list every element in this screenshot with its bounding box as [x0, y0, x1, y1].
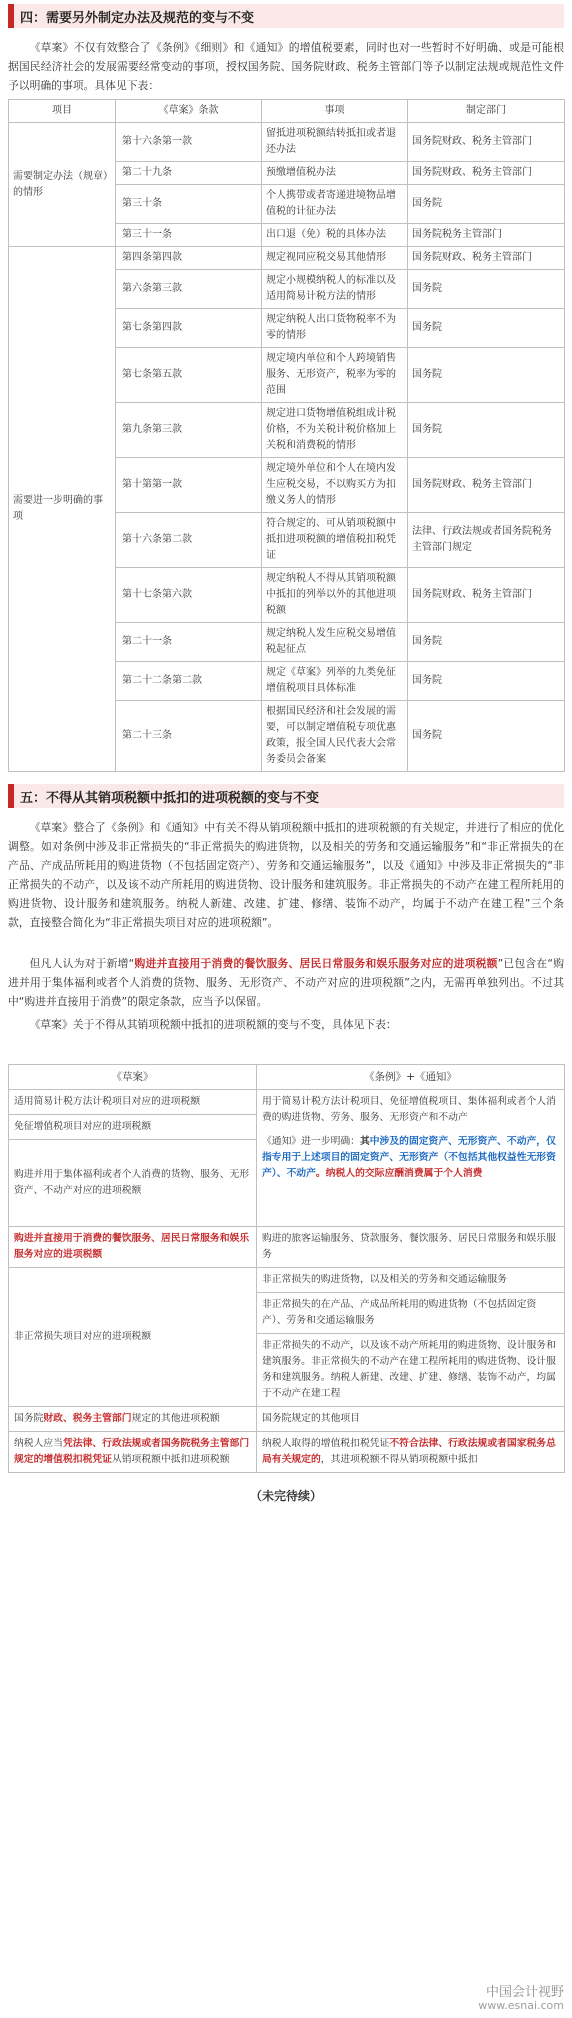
matter-cell: 规定纳税人不得从其销项税额中抵扣的列举以外的其他进项税额 [262, 568, 408, 623]
para2-before: 但凡人认为对于新增“ [29, 957, 135, 970]
dept-cell: 国务院 [408, 309, 565, 348]
article-cell: 第十六条第一款 [116, 123, 262, 162]
matter-cell: 留抵进项税额结转抵扣或者退还办法 [262, 123, 408, 162]
section5-title: 五：不得从其销项税额中抵扣的进项税额的变与不变 [20, 790, 320, 806]
table-row [9, 123, 565, 162]
article-cell: 第四条第四款 [116, 247, 262, 270]
article-cell: 第三十一条 [116, 224, 262, 247]
table-row [9, 1407, 565, 1432]
draft-cell: 非正常损失项目对应的进项税额 [9, 1268, 257, 1407]
notice-bold: 其 [359, 1136, 370, 1147]
r7r-red: 不符合法律、行政法规或者国家税务总局有关规定的 [262, 1438, 556, 1465]
dept-cell: 国务院财政、税务主管部门 [408, 458, 565, 513]
regulation-subcell: 非正常损失的在产品、产成品所耗用的购进货物（不包括固定资产）、劳务和交通运输服务 [257, 1293, 564, 1334]
table-header-row [9, 100, 565, 123]
draft-cell: 购进并直接用于消费的餐饮服务、居民日常服务和娱乐服务对应的进项税额 [9, 1227, 257, 1268]
r7-red: 凭法律、行政法规或者国务院税务主管部门规定的增值税扣税凭证 [14, 1438, 250, 1465]
regulation-text-b [262, 1134, 559, 1182]
matter-cell: 规定纳税人发生应税交易增值税起征点 [262, 623, 408, 662]
r7r-post: ，其进项税额不得从销项税额中抵扣 [320, 1454, 478, 1465]
notice-red-text: 。纳税人的交际应酬消费属于个人消费 [315, 1168, 483, 1179]
dept-cell: 国务院 [408, 623, 565, 662]
regulation-cell [257, 1268, 565, 1407]
table-row [9, 247, 565, 270]
col-header-article: 《草案》条款 [116, 100, 262, 123]
dept-cell: 国务院 [408, 701, 565, 772]
section5-para3: 《草案》关于不得从其销项税额中抵扣的进项税额的变与不变，具体见下表： [29, 1018, 397, 1031]
article-cell: 第二十三条 [116, 701, 262, 772]
matter-cell: 规定视同应税交易其他情形 [262, 247, 408, 270]
section5-para1: 《草案》整合了《条例》和《通知》中有关不得从销项税额中抵扣的进项税额的有关规定，并进行了相应的优化调整。如对条例中涉及非正常损失的“非正常损失的购进货物，以及相关的劳务和交通运输服务”和“非正常损失的在产品、产成品所耗用的购进货物（不包括固定资产）、劳务和交通运输服务”，以及《通知》中涉及非正常损失的“非正常损失的不动产，以及该不动产所耗用的购进货物、设计服务和建筑服务。非正常损失的不动产在建工程所耗用的购进货物、设计服务和建筑服务。纳税人新建、改建、扩建、修缮、装饰不动产，均属于不动产在建工程”三个条款，直接整合简化为“非正常损失项目对应的进项税额”。 [8, 821, 564, 929]
article-cell: 第十七条第六款 [116, 568, 262, 623]
matter-cell: 规定境外单位和个人在境内发生应税交易，不以购买方为扣缴义务人的情形 [262, 458, 408, 513]
dept-cell: 国务院 [408, 185, 565, 224]
authorization-table [8, 99, 565, 772]
article-cell: 第三十条 [116, 185, 262, 224]
dept-cell: 法律、行政法规或者国务院税务主管部门规定 [408, 513, 565, 568]
table-row [9, 1227, 565, 1268]
col-header-item: 项目 [9, 100, 116, 123]
draft-cell [9, 1407, 257, 1432]
r7-post: 从销项税额中抵扣进项税额 [111, 1454, 230, 1465]
regulation-cell: 购进的旅客运输服务、贷款服务、餐饮服务、居民日常服务和娱乐服务 [257, 1227, 565, 1268]
article-cell: 第七条第四款 [116, 309, 262, 348]
draft-cell: 免征增值税项目对应的进项税额 [9, 1115, 257, 1140]
col-header-regulation: 《条例》+《通知》 [257, 1065, 565, 1090]
r7r-pre: 纳税人取得的增值税扣税凭证 [262, 1438, 390, 1449]
regulation-text-a: 用于简易计税方法计税项目、免征增值税项目、集体福利或者个人消费的购进货物、劳务、服务、无形资产和不动产 [262, 1096, 556, 1123]
table-row [9, 1090, 565, 1115]
regulation-cell [257, 1090, 565, 1227]
watermark-url: www.esnai.com [478, 1999, 564, 2012]
r6-pre: 国务院 [14, 1413, 44, 1424]
col-header-draft: 《草案》 [9, 1065, 257, 1090]
section4-intro: 《草案》不仅有效整合了《条例》《细则》和《通知》的增值税要素，同时也对一些暂时不好明确、或是可能根据国民经济社会的发展需要经常变动的事项，授权国务院、国务院财政、税务主管部门等予以制定法规或规范性文件予以明确的事项。具体见下表： [8, 41, 564, 92]
col-header-dept: 制定部门 [408, 100, 565, 123]
table-row [9, 1432, 565, 1473]
article-cell: 第六条第三款 [116, 270, 262, 309]
notice-prefix: 《通知》进一步明确： [262, 1136, 360, 1147]
dept-cell: 国务院财政、税务主管部门 [408, 247, 565, 270]
matter-cell: 规定纳税人出口货物税率不为零的情形 [262, 309, 408, 348]
matter-cell: 个人携带或者寄递进境物品增值税的计征办法 [262, 185, 408, 224]
section5-para2 [8, 954, 564, 1011]
dept-cell: 国务院财政、税务主管部门 [408, 568, 565, 623]
regulation-subcell: 非正常损失的购进货物，以及相关的劳务和交通运输服务 [257, 1268, 564, 1293]
matter-cell: 根据国民经济和社会发展的需要，可以制定增值税专项优惠政策，报全国人民代表大会常务委员会备案 [262, 701, 408, 772]
matter-cell: 符合规定的、可从销项税额中抵扣进项税额的增值税扣税凭证 [262, 513, 408, 568]
dept-cell: 国务院财政、税务主管部门 [408, 123, 565, 162]
draft-cell [9, 1432, 257, 1473]
site-watermark [478, 1986, 564, 2012]
draft-cell: 适用简易计税方法计税项目对应的进项税额 [9, 1090, 257, 1115]
r6-red: 财政、税务主管部门 [43, 1413, 132, 1424]
watermark-name: 中国会计视野 [485, 1985, 564, 2000]
article-cell: 第九条第三款 [116, 403, 262, 458]
page [0, 4, 572, 1504]
para2-after: ”已包含在“购进并用于集体福利或者个人消费的货物、服务、无形资产、不动产对应的进项税额”之内，无需再单独列出。不过其中“购进并直接用于消费”的限定条款，应当予以保留。 [8, 957, 565, 1008]
regulation-subcell: 非正常损失的不动产，以及该不动产所耗用的购进货物、设计服务和建筑服务。非正常损失的不动产在建工程所耗用的购进货物、设计服务和建筑服务。纳税人新建、改建、扩建、修缮、装饰不动产，均属于不动产在建工程 [262, 1340, 556, 1399]
dept-cell: 国务院 [408, 403, 565, 458]
matter-cell: 规定进口货物增值税组成计税价格，不为关税计税价格加上关税和消费税的情形 [262, 403, 408, 458]
para2-emphasis: 购进并直接用于消费的餐饮服务、居民日常服务和娱乐服务对应的进项税额 [134, 957, 498, 970]
matter-cell: 规定小规模纳税人的标准以及适用简易计税方法的情形 [262, 270, 408, 309]
to-be-continued: （未完待续） [249, 1489, 322, 1503]
matter-cell: 出口退（免）税的具体办法 [262, 224, 408, 247]
article-cell: 第二十二条第二款 [116, 662, 262, 701]
comparison-header-row [9, 1065, 565, 1090]
section4-heading [8, 4, 564, 28]
matter-cell: 预缴增值税办法 [262, 162, 408, 185]
draft-cell: 购进并用于集体福利或者个人消费的货物、服务、无形资产、不动产对应的进项税额 [9, 1140, 257, 1227]
item-cell: 需要进一步明确的事项 [9, 247, 116, 772]
dept-cell: 国务院 [408, 270, 565, 309]
r7-pre: 纳税人应当 [14, 1438, 63, 1449]
r6-post: 规定的其他进项税额 [131, 1413, 220, 1424]
section4-title: 四：需要另外制定办法及规范的变与不变 [20, 10, 255, 26]
dept-cell: 国务院 [408, 662, 565, 701]
dept-cell: 国务院 [408, 348, 565, 403]
article-cell: 第七条第五款 [116, 348, 262, 403]
article-cell: 第十六条第二款 [116, 513, 262, 568]
item-cell: 需要制定办法（规章）的情形 [9, 123, 116, 247]
section5-heading [8, 784, 564, 808]
table-row [9, 1268, 565, 1407]
article-cell: 第二十一条 [116, 623, 262, 662]
article-cell: 第十第第一款 [116, 458, 262, 513]
regulation-cell: 国务院规定的其他项目 [257, 1407, 565, 1432]
comparison-table [8, 1064, 565, 1473]
notice-blue-text: 中涉及的固定资产、无形资产、不动产，仅指专用于上述项目的固定资产、无形资产（不包括其他权益性无形资产）、不动产 [262, 1136, 556, 1179]
dept-cell: 国务院财政、税务主管部门 [408, 162, 565, 185]
dept-cell: 国务院税务主管部门 [408, 224, 565, 247]
col-header-matter: 事项 [262, 100, 408, 123]
matter-cell: 规定《草案》列举的九类免征增值税项目具体标准 [262, 662, 408, 701]
regulation-cell [257, 1432, 565, 1473]
matter-cell: 规定境内单位和个人跨境销售服务、无形资产，税率为零的范围 [262, 348, 408, 403]
article-cell: 第二十九条 [116, 162, 262, 185]
